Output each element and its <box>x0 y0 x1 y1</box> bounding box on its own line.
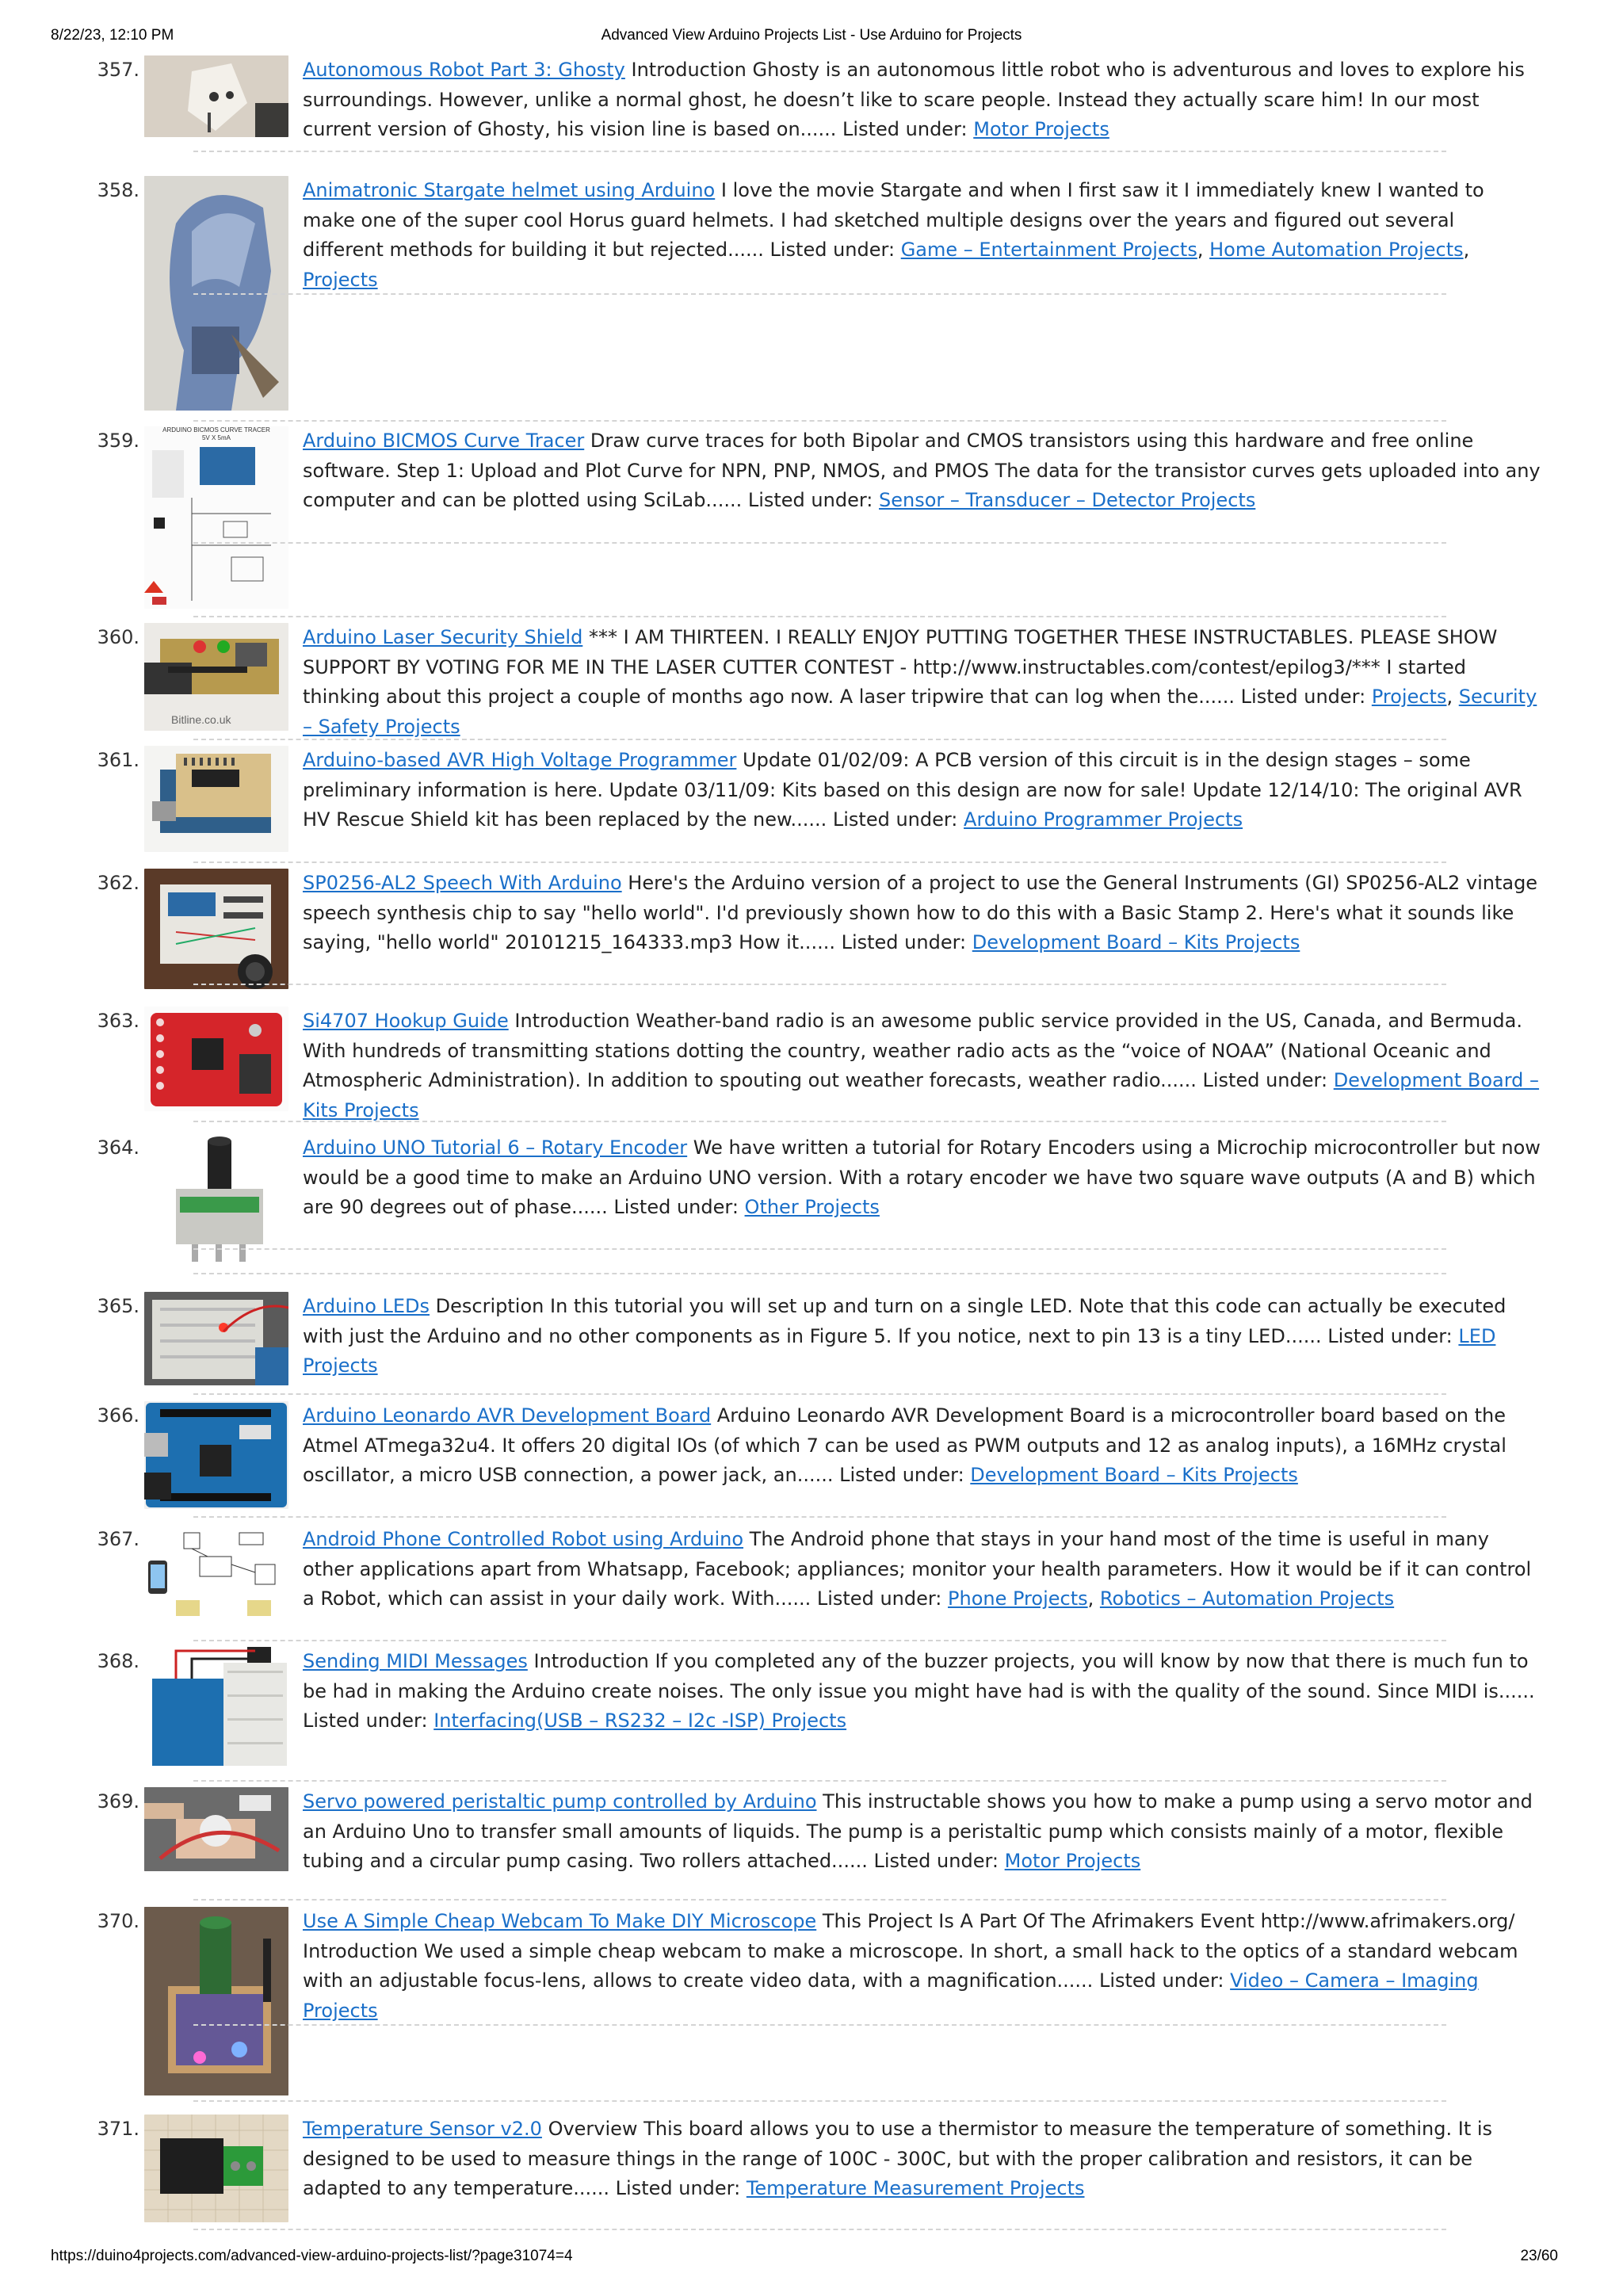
divider <box>193 1248 1446 1250</box>
list-item <box>95 1401 1541 1512</box>
category-link[interactable]: Projects <box>303 268 378 291</box>
category-link[interactable]: Other Projects <box>744 1196 880 1218</box>
project-title-link[interactable]: Temperature Sensor v2.0 <box>303 2118 542 2140</box>
item-number: 369. <box>97 1790 139 1813</box>
item-number: 366. <box>97 1404 139 1427</box>
item-number: 364. <box>97 1137 139 1159</box>
list-item <box>95 1647 1541 1778</box>
project-title-link[interactable]: Autonomous Robot Part 3: Ghosty <box>303 59 625 81</box>
project-thumbnail[interactable] <box>144 426 288 609</box>
thumbnail-watermark: Bitline.co.uk <box>171 713 231 726</box>
project-title-link[interactable]: Arduino UNO Tutorial 6 – Rotary Encoder <box>303 1137 688 1159</box>
category-link[interactable]: Development Board – Kits Projects <box>972 931 1300 953</box>
project-thumbnail[interactable] <box>144 1007 288 1111</box>
list-item <box>95 1525 1541 1636</box>
list-item <box>95 426 1541 609</box>
project-title-link[interactable]: Animatronic Stargate helmet using Arduino <box>303 179 716 201</box>
page-url: https://duino4projects.com/advanced-view-arduino-projects-list/?page31074=4 <box>51 2248 573 2264</box>
divider <box>193 1273 1446 1274</box>
item-description: SP0256-AL2 Speech With Arduino Here's the Arduino version of a project to use the General Instruments (GI) SP0256-AL2 vintage speech synthesis chip to say "hello world". I'd previously shown how to do this with a Basic Stamp 2. Here's what it sounds like saying, "hello world" 20101215_164333.mp3 How it...... Listed under: Development Board – Kits Projects <box>303 872 1538 953</box>
item-number: 357. <box>97 59 139 81</box>
item-number: 361. <box>97 749 139 771</box>
item-number: 362. <box>97 872 139 894</box>
item-number: 370. <box>97 1910 139 1932</box>
category-link[interactable]: Video – Camera – Imaging Projects <box>303 1969 1479 2022</box>
item-description: Si4707 Hookup Guide Introduction Weather-band radio is an awesome public service provided in the US, Canada, and Bermuda. With hundreds of transmitting stations dotting the country, weather radio acts as the “voice of NOAA” (National Oceanic and Atmospheric Administration). In addition to spouting out weather forecasts, weather radio...... Listed under: Development Board – Kits Projects <box>303 1010 1540 1121</box>
divider <box>193 1780 1446 1782</box>
category-link[interactable]: Phone Projects <box>948 1587 1088 1610</box>
print-header <box>0 22 1623 54</box>
thumbnail-caption: ARDUINO BICMOS CURVE TRACER <box>162 426 270 434</box>
divider <box>193 1640 1446 1641</box>
list-item <box>95 1787 1541 1898</box>
project-title-link[interactable]: Sending MIDI Messages <box>303 1650 528 1672</box>
divider <box>193 1393 1446 1395</box>
item-description: Temperature Sensor v2.0 Overview This board allows you to use a thermistor to measure the temperature of something. It is designed to be used to measure things in the range of 100C - 300C, but with the proper calibration and resistors, it can be adapted to any temperature...... Listed under: Temperature Measurement Projects <box>303 2118 1493 2199</box>
list-item <box>95 2115 1541 2225</box>
item-description: Use A Simple Cheap Webcam To Make DIY Microscope This Project Is A Part Of The Afrimakers Event http://www.afrimakers.org/ Introduction We used a simple cheap webcam to make a microscope. In short, a small hack to the optics of a standard webcam with an adjustable focus-lens, allows to create video data, with a magnification...... Listed under: Video – Camera – Imaging Projects <box>303 1910 1518 2022</box>
list-item <box>95 1907 1541 2097</box>
category-link[interactable]: Arduino Programmer Projects <box>964 808 1243 831</box>
divider <box>193 293 1446 295</box>
item-number: 368. <box>97 1650 139 1672</box>
category-link[interactable]: Game – Entertainment Projects <box>900 239 1197 261</box>
category-link[interactable]: Robotics – Automation Projects <box>1099 1587 1395 1610</box>
project-thumbnail[interactable] <box>144 1647 288 1774</box>
category-link[interactable]: Sensor – Transducer – Detector Projects <box>879 489 1256 511</box>
category-link[interactable]: Motor Projects <box>1004 1850 1141 1872</box>
project-title-link[interactable]: Android Phone Controlled Robot using Arduino <box>303 1528 744 1550</box>
project-title-link[interactable]: Use A Simple Cheap Webcam To Make DIY Microscope <box>303 1910 817 1932</box>
item-description: Sending MIDI Messages Introduction If you completed any of the buzzer projects, you will know by now that there is much fun to be had in making the Arduino create noises. The only issue you might have had is with the quality of the sound. Since MIDI is...... Listed under: Interfacing(USB – RS232 – I2c -ISP) Projects <box>303 1650 1535 1732</box>
category-link[interactable]: Temperature Measurement Projects <box>746 2177 1085 2199</box>
category-link[interactable]: Motor Projects <box>973 118 1109 140</box>
list-item <box>95 1007 1541 1125</box>
list-item <box>95 746 1541 857</box>
project-thumbnail[interactable] <box>144 55 288 137</box>
item-number: 359. <box>97 430 139 452</box>
item-description: Servo powered peristaltic pump controlled by Arduino This instructable shows you how to make a pump using a servo motor and an Arduino Uno to transfer small amounts of liquids. The pump is a peristaltic pump which consists mainly of a motor, flexible tubing and a circular pump casing. Two rollers attached...... Listed under: Motor Projects <box>303 1790 1533 1872</box>
page-number: 23/60 <box>1520 2248 1558 2264</box>
project-title-link[interactable]: Servo powered peristaltic pump controlled by Arduino <box>303 1790 817 1813</box>
item-number: 360. <box>97 626 139 648</box>
project-thumbnail[interactable] <box>144 1292 288 1385</box>
item-description: Autonomous Robot Part 3: Ghosty Introduction Ghosty is an autonomous little robot who is adventurous and loves to explore his surroundings. However, unlike a normal ghost, he doesn’t like to scare people. Instead they actually scare him! In our most current version of Ghosty, his vision line is based on...... Listed under: Motor Projects <box>303 59 1525 140</box>
project-thumbnail[interactable] <box>144 746 288 852</box>
category-link[interactable]: Interfacing(USB – RS232 – I2c -ISP) Projects <box>433 1710 847 1732</box>
print-datetime: 8/22/23, 12:10 PM <box>51 27 174 44</box>
divider <box>193 861 1446 863</box>
project-title-link[interactable]: SP0256-AL2 Speech With Arduino <box>303 872 622 894</box>
list-item <box>95 176 1541 414</box>
divider <box>193 151 1446 152</box>
divider <box>193 542 1446 544</box>
project-thumbnail[interactable] <box>144 1525 288 1620</box>
item-number: 365. <box>97 1295 139 1317</box>
project-title-link[interactable]: Si4707 Hookup Guide <box>303 1010 509 1032</box>
project-thumbnail[interactable] <box>144 1787 288 1871</box>
category-link[interactable]: Security – Safety Projects <box>303 686 1537 738</box>
divider <box>193 2100 1446 2102</box>
project-thumbnail[interactable] <box>144 1133 288 1264</box>
item-number: 363. <box>97 1010 139 1032</box>
list-item <box>95 623 1541 738</box>
project-title-link[interactable]: Arduino-based AVR High Voltage Programmer <box>303 749 737 771</box>
divider <box>193 2024 1446 2026</box>
project-thumbnail[interactable] <box>144 1401 288 1509</box>
project-title-link[interactable]: Arduino Laser Security Shield <box>303 626 583 648</box>
item-description: Arduino Laser Security Shield *** I AM THIRTEEN. I REALLY ENJOY PUTTING TOGETHER THESE INSTRUCTABLES. PLEASE SHOW SUPPORT BY VOTING FOR ME IN THE LASER CUTTER CONTEST - http://www.instructables.com/contest/epilog3/*** I started thinking about this project a couple of months ago now. A laser tripwire that can log when the...... Listed under: Projects, Security – Safety Projects <box>303 626 1537 738</box>
project-title-link[interactable]: Arduino BICMOS Curve Tracer <box>303 430 585 452</box>
divider <box>193 1121 1446 1122</box>
list-item <box>95 1292 1541 1387</box>
divider <box>193 984 1446 985</box>
list-item <box>95 869 1541 988</box>
item-description: Android Phone Controlled Robot using Arduino The Android phone that stays in your hand most of the time is useful in many other applications apart from Whatsapp, Facebook; appliances; monitor your health parameters. How it would be if it can control a Robot, which can assist in your daily work. With...... Listed under: Phone Projects, Robotics – Automation Projects <box>303 1528 1532 1610</box>
project-title-link[interactable]: Arduino LEDs <box>303 1295 430 1317</box>
list-item <box>95 1133 1541 1264</box>
item-description: Animatronic Stargate helmet using Arduino I love the movie Stargate and when I first saw it I immediately knew I wanted to make one of the super cool Horus guard helmets. I had sketched multiple designs over the years and figured out several different methods for building it but rejected...... Listed under: Game – Entertainment Projects, Home Automation Projects, Projects <box>303 179 1484 291</box>
project-thumbnail[interactable] <box>144 1907 288 2095</box>
project-thumbnail[interactable] <box>144 869 288 989</box>
category-link[interactable]: LED Projects <box>303 1324 1496 1377</box>
divider <box>193 2229 1446 2230</box>
project-title-link[interactable]: Arduino Leonardo AVR Development Board <box>303 1404 712 1427</box>
thumbnail-caption: 5V X 5mA <box>201 434 231 441</box>
item-number: 371. <box>97 2118 139 2140</box>
divider <box>193 1899 1446 1901</box>
divider <box>193 1516 1446 1518</box>
project-thumbnail[interactable] <box>144 623 288 731</box>
project-thumbnail[interactable] <box>144 2115 288 2222</box>
list-item <box>95 55 1541 143</box>
page-title: Advanced View Arduino Projects List - Use Arduino for Projects <box>601 27 1022 44</box>
item-description: Arduino UNO Tutorial 6 – Rotary Encoder We have written a tutorial for Rotary Encoders using a Microchip microcontroller but now would be a good time to make an Arduino UNO version. With a rotary encoder we have two square wave outputs (A and B) which are 90 degrees out of phase...... Listed under: Other Projects <box>303 1137 1541 1218</box>
item-number: 358. <box>97 179 139 201</box>
item-description: Arduino Leonardo AVR Development Board Arduino Leonardo AVR Development Board is a microcontroller board based on the Atmel ATmega32u4. It offers 20 digital IOs (of which 7 can be used as PWM outputs and 12 as analog inputs), a 16MHz crystal oscillator, a micro USB connection, a power jack, an...... Listed under: Development Board – Kits Projects <box>303 1404 1507 1486</box>
category-link[interactable]: Development Board – Kits Projects <box>303 1069 1540 1121</box>
divider <box>193 420 1446 422</box>
category-link[interactable]: Development Board – Kits Projects <box>970 1464 1298 1486</box>
category-link[interactable]: Home Automation Projects <box>1209 239 1464 261</box>
category-link[interactable]: Projects <box>1371 686 1447 708</box>
item-description: Arduino BICMOS Curve Tracer Draw curve traces for both Bipolar and CMOS transistors using this hardware and free online software. Step 1: Upload and Plot Curve for NPN, PNP, NMOS, and PMOS The data for the transistor curves gets uploaded into any computer and can be plotted using SciLab...... Listed under: Sensor – Transducer – Detector Projects <box>303 430 1541 511</box>
divider <box>193 739 1446 740</box>
item-number: 367. <box>97 1528 139 1550</box>
item-description: Arduino-based AVR High Voltage Programmer Update 01/02/09: A PCB version of this circuit is in the design stages – some preliminary information is here. Update 03/11/09: Kits based on this design are now for sale! Update 12/14/10: The original AVR HV Rescue Shield kit has been replaced by the new...... Listed under: Arduino Programmer Projects <box>303 749 1522 831</box>
item-description: Arduino LEDs Description In this tutorial you will set up and turn on a single LED. Note that this code can actually be executed with just the Arduino and no other components as in Figure 5. If you notice, next to pin 13 is a tiny LED...... Listed under: LED Projects <box>303 1295 1507 1377</box>
divider <box>193 616 1446 617</box>
